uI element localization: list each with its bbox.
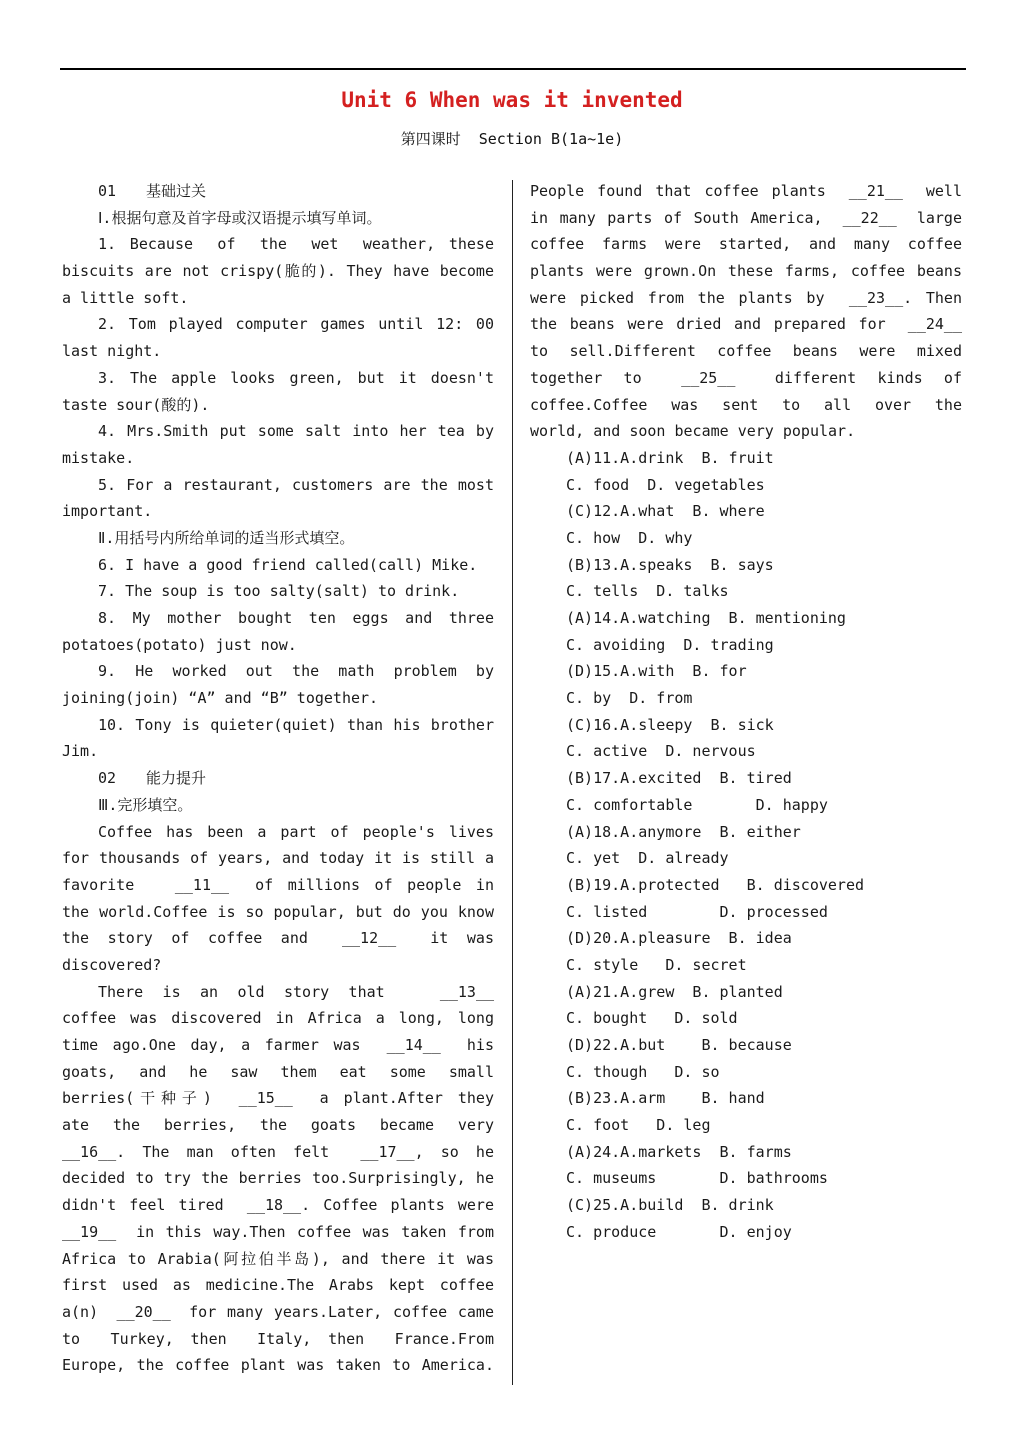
left-text-line: decided to try the berries too.Surprisingly, he bbox=[62, 1169, 494, 1188]
right-text-line: C. bought D. sold bbox=[566, 1009, 738, 1028]
right-text-line: C. tells D. talks bbox=[566, 582, 729, 601]
left-text-line: 8. My mother bought ten eggs and three bbox=[98, 609, 494, 627]
right-text-line: world, and soon became very popular. bbox=[530, 422, 856, 441]
left-text-line: Jim. bbox=[62, 742, 99, 761]
left-text-line: Africa to Arabia(阿拉伯半岛), and there it was bbox=[62, 1249, 494, 1268]
left-text-line: goats, and he saw them eat some small bbox=[62, 1062, 494, 1081]
right-text-line: the beans were dried and prepared for __24__ bbox=[530, 315, 962, 334]
left-text-line: taste sour(酸的). bbox=[62, 395, 210, 414]
left-text-line: time ago.One day, a farmer was __14__ his bbox=[62, 1036, 494, 1054]
left-text-line: __19__ in this way.Then coffee was taken from bbox=[62, 1222, 494, 1241]
left-text-line: coffee was discovered in Africa a long, long bbox=[62, 1009, 494, 1028]
section-label: Section B(1a~1e) bbox=[478, 130, 624, 148]
page-subtitle bbox=[0, 128, 1024, 149]
left-text-line: Ⅲ.完形填空。 bbox=[98, 795, 193, 814]
left-text-line: discovered? bbox=[62, 955, 162, 974]
left-text-line: ate the berries, the goats became very bbox=[62, 1116, 494, 1135]
left-text-line: 01 基础过关 bbox=[98, 182, 207, 200]
lesson-label: 第四课时 bbox=[400, 130, 461, 148]
right-text-line: coffee.Coffee was sent to all over the bbox=[530, 395, 962, 414]
right-text-line: (D)22.A.but B. because bbox=[566, 1036, 792, 1054]
right-text-line: plants were grown.On these farms, coffee beans bbox=[530, 262, 962, 281]
page-title: Unit 6 When was it invented bbox=[341, 88, 683, 112]
right-text-line: (C)12.A.what B. where bbox=[566, 502, 765, 521]
right-text-line: (A)14.A.watching B. mentioning bbox=[566, 609, 846, 627]
right-text-line: C. listed D. processed bbox=[566, 902, 828, 921]
right-text-line: C. produce D. enjoy bbox=[566, 1222, 792, 1241]
right-text-line: to sell.Different coffee beans were mixed bbox=[530, 342, 962, 361]
right-text-line: in many parts of South America, __22__ large bbox=[530, 208, 962, 227]
left-text-line: a little soft. bbox=[62, 288, 189, 307]
left-text-line: 3. The apple looks green, but it doesn't bbox=[98, 368, 494, 387]
right-text-line: C. yet D. already bbox=[566, 849, 729, 868]
left-text-line: a(n) __20__ for many years.Later, coffee came bbox=[62, 1302, 494, 1321]
right-text-line: together to __25__ different kinds of bbox=[530, 368, 962, 387]
right-text-line: (A)24.A.markets B. farms bbox=[566, 1142, 792, 1161]
right-text-line: (B)17.A.excited B. tired bbox=[566, 769, 792, 788]
right-text-line: were picked from the plants by __23__. Then bbox=[530, 288, 962, 307]
left-text-line: Europe, the coffee plant was taken to America. bbox=[62, 1356, 494, 1375]
right-text-line: (A)21.A.grew B. planted bbox=[566, 982, 783, 1001]
left-text-line: berries(干种子) __15__ a plant.After they bbox=[62, 1089, 494, 1108]
right-text-line: (B)13.A.speaks B. says bbox=[566, 555, 774, 574]
left-text-line: 2. Tom played computer games until 12: 00 bbox=[98, 315, 494, 334]
right-text-line: (D)20.A.pleasure B. idea bbox=[566, 929, 792, 948]
right-text-line: (C)16.A.sleepy B. sick bbox=[566, 715, 774, 734]
left-text-line: biscuits are not crispy(脆的). They have become bbox=[62, 262, 494, 281]
left-text-line: first used as medicine.The Arabs kept coffee bbox=[62, 1276, 494, 1295]
right-text-line: People found that coffee plants __21__ well bbox=[530, 182, 962, 200]
left-text-line: the world.Coffee is so popular, but do you know bbox=[62, 902, 494, 921]
left-text-line: 5. For a restaurant, customers are the most bbox=[98, 475, 494, 494]
left-text-line: didn't feel tired __18__. Coffee plants were bbox=[62, 1196, 494, 1215]
right-text-line: (D)15.A.with B. for bbox=[566, 662, 747, 681]
left-text-line: the story of coffee and __12__ it was bbox=[62, 929, 494, 948]
right-text-line: C. comfortable D. happy bbox=[566, 795, 828, 814]
left-text-line: for thousands of years, and today it is still a bbox=[62, 849, 494, 868]
left-text-line: favorite __11__ of millions of people in bbox=[62, 875, 494, 894]
right-column bbox=[530, 178, 962, 1246]
left-column bbox=[62, 178, 494, 1379]
right-text-line: C. by D. from bbox=[566, 689, 693, 708]
left-text-line: Coffee has been a part of people's lives bbox=[98, 822, 494, 841]
left-text-line: Ⅱ.用括号内所给单词的适当形式填空。 bbox=[98, 528, 355, 547]
right-text-line: (A)11.A.drink B. fruit bbox=[566, 448, 774, 467]
right-text-line: (A)18.A.anymore B. either bbox=[566, 822, 801, 841]
right-text-line: C. museums D. bathrooms bbox=[566, 1169, 828, 1188]
right-text-line: (B)19.A.protected B. discovered bbox=[566, 875, 865, 894]
left-text-line: important. bbox=[62, 502, 153, 521]
right-text-line: coffee farms were started, and many coffee bbox=[530, 235, 962, 254]
left-text-line: 02 能力提升 bbox=[98, 769, 207, 788]
left-text-line: __16__. The man often felt __17__, so he bbox=[62, 1142, 494, 1161]
right-text-line: C. style D. secret bbox=[566, 955, 747, 974]
left-text-line: last night. bbox=[62, 342, 162, 361]
right-text-line: (B)23.A.arm B. hand bbox=[566, 1089, 765, 1108]
right-text-line: C. though D. so bbox=[566, 1062, 720, 1081]
right-text-line: C. foot D. leg bbox=[566, 1116, 711, 1135]
right-text-line: C. avoiding D. trading bbox=[566, 635, 774, 654]
right-text-line: C. active D. nervous bbox=[566, 742, 756, 761]
left-text-line: to Turkey, then Italy, then France.From bbox=[62, 1329, 494, 1348]
left-text-line: There is an old story that __13__ bbox=[98, 982, 494, 1001]
left-text-line: mistake. bbox=[62, 448, 135, 467]
left-text-line: 4. Mrs.Smith put some salt into her tea by bbox=[98, 422, 494, 441]
left-text-line: 9. He worked out the math problem by bbox=[98, 662, 494, 681]
left-text-line: potatoes(potato) just now. bbox=[62, 635, 297, 654]
left-text-line: 1. Because of the wet weather, these bbox=[98, 235, 494, 254]
left-text-line: 7. The soup is too salty(salt) to drink. bbox=[98, 582, 460, 601]
column-divider bbox=[512, 180, 513, 1385]
right-text-line: C. how D. why bbox=[566, 528, 693, 547]
right-text-line: (C)25.A.build B. drink bbox=[566, 1196, 774, 1215]
left-text-line: 10. Tony is quieter(quiet) than his brother bbox=[98, 715, 494, 734]
left-text-line: Ⅰ.根据句意及首字母或汉语提示填写单词。 bbox=[98, 208, 382, 227]
right-text-line: C. food D. vegetables bbox=[566, 475, 765, 494]
top-rule bbox=[60, 68, 966, 70]
left-text-line: joining(join) “A” and “B” together. bbox=[62, 689, 379, 708]
left-text-line: 6. I have a good friend called(call) Mike. bbox=[98, 555, 478, 574]
